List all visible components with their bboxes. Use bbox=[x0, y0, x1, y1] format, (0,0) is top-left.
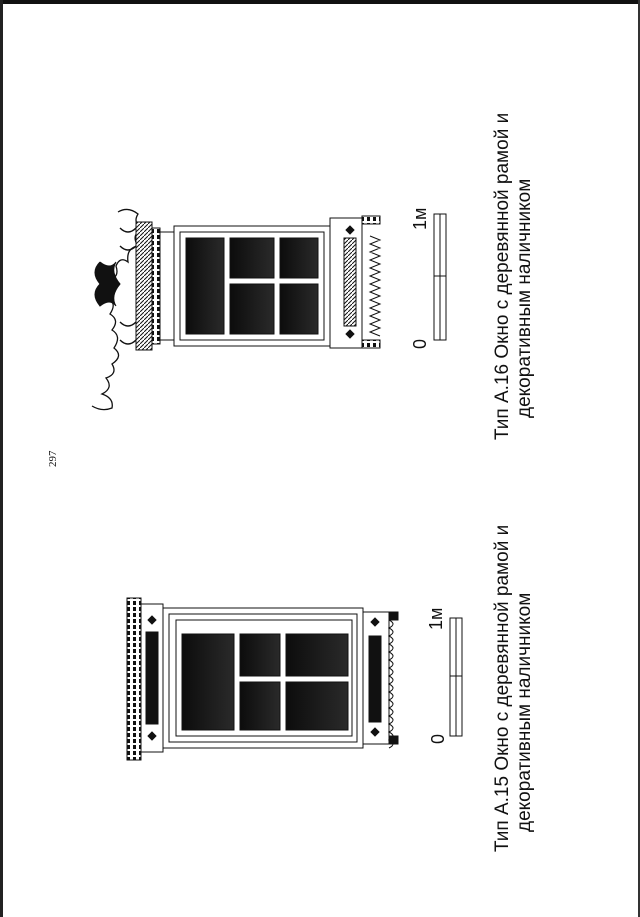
a16-pane-bottom-left bbox=[280, 238, 318, 278]
a15-top-panel bbox=[146, 632, 158, 724]
a15-pane-mid-right bbox=[240, 682, 280, 730]
caption-a16-line2: декоративным наличником bbox=[514, 178, 535, 418]
caption-a16-line1: Тип А.16 Окно с деревянной рамой и bbox=[492, 112, 513, 440]
page-number: 297 bbox=[47, 450, 59, 467]
a15-pane-bottom-right bbox=[286, 682, 348, 730]
scale-bar-a16 bbox=[434, 214, 446, 340]
a15-scallop-edge bbox=[389, 620, 393, 748]
a16-sawtooth-edge bbox=[370, 236, 380, 336]
a15-pane-mid-left bbox=[240, 634, 280, 676]
window-a15-drawing bbox=[127, 598, 398, 760]
window-a16-drawing bbox=[92, 209, 380, 409]
a15-pane-top-wide bbox=[182, 634, 234, 730]
a15-apron-panel bbox=[369, 636, 381, 722]
a16-crown-band bbox=[136, 222, 152, 350]
scale-a16-zero: 0 bbox=[410, 338, 430, 349]
a16-pane-mid-right bbox=[230, 284, 274, 334]
scale-bar-a15 bbox=[450, 618, 462, 736]
caption-a15-line2: декоративным наличником bbox=[514, 592, 535, 832]
a16-bracket-1 bbox=[362, 216, 380, 224]
a16-pane-bottom-right bbox=[280, 284, 318, 334]
scale-a15-one: 1м bbox=[426, 607, 446, 630]
scale-a16-one: 1м bbox=[410, 207, 430, 230]
a16-top-board bbox=[160, 232, 174, 340]
a16-apron-panel bbox=[344, 238, 356, 326]
a16-pane-top bbox=[186, 238, 224, 334]
a15-dentil-cornice bbox=[127, 598, 141, 760]
a15-bracket-1 bbox=[389, 612, 398, 620]
a15-pane-bottom-left bbox=[286, 634, 348, 676]
a15-bracket-2 bbox=[389, 736, 398, 744]
a16-dentil bbox=[152, 228, 160, 344]
a16-bracket-2 bbox=[362, 340, 380, 348]
scale-a15-zero: 0 bbox=[428, 733, 448, 744]
a16-pane-mid-left bbox=[230, 238, 274, 278]
caption-a15-line1: Тип А.15 Окно с деревянной рамой и bbox=[492, 524, 513, 852]
